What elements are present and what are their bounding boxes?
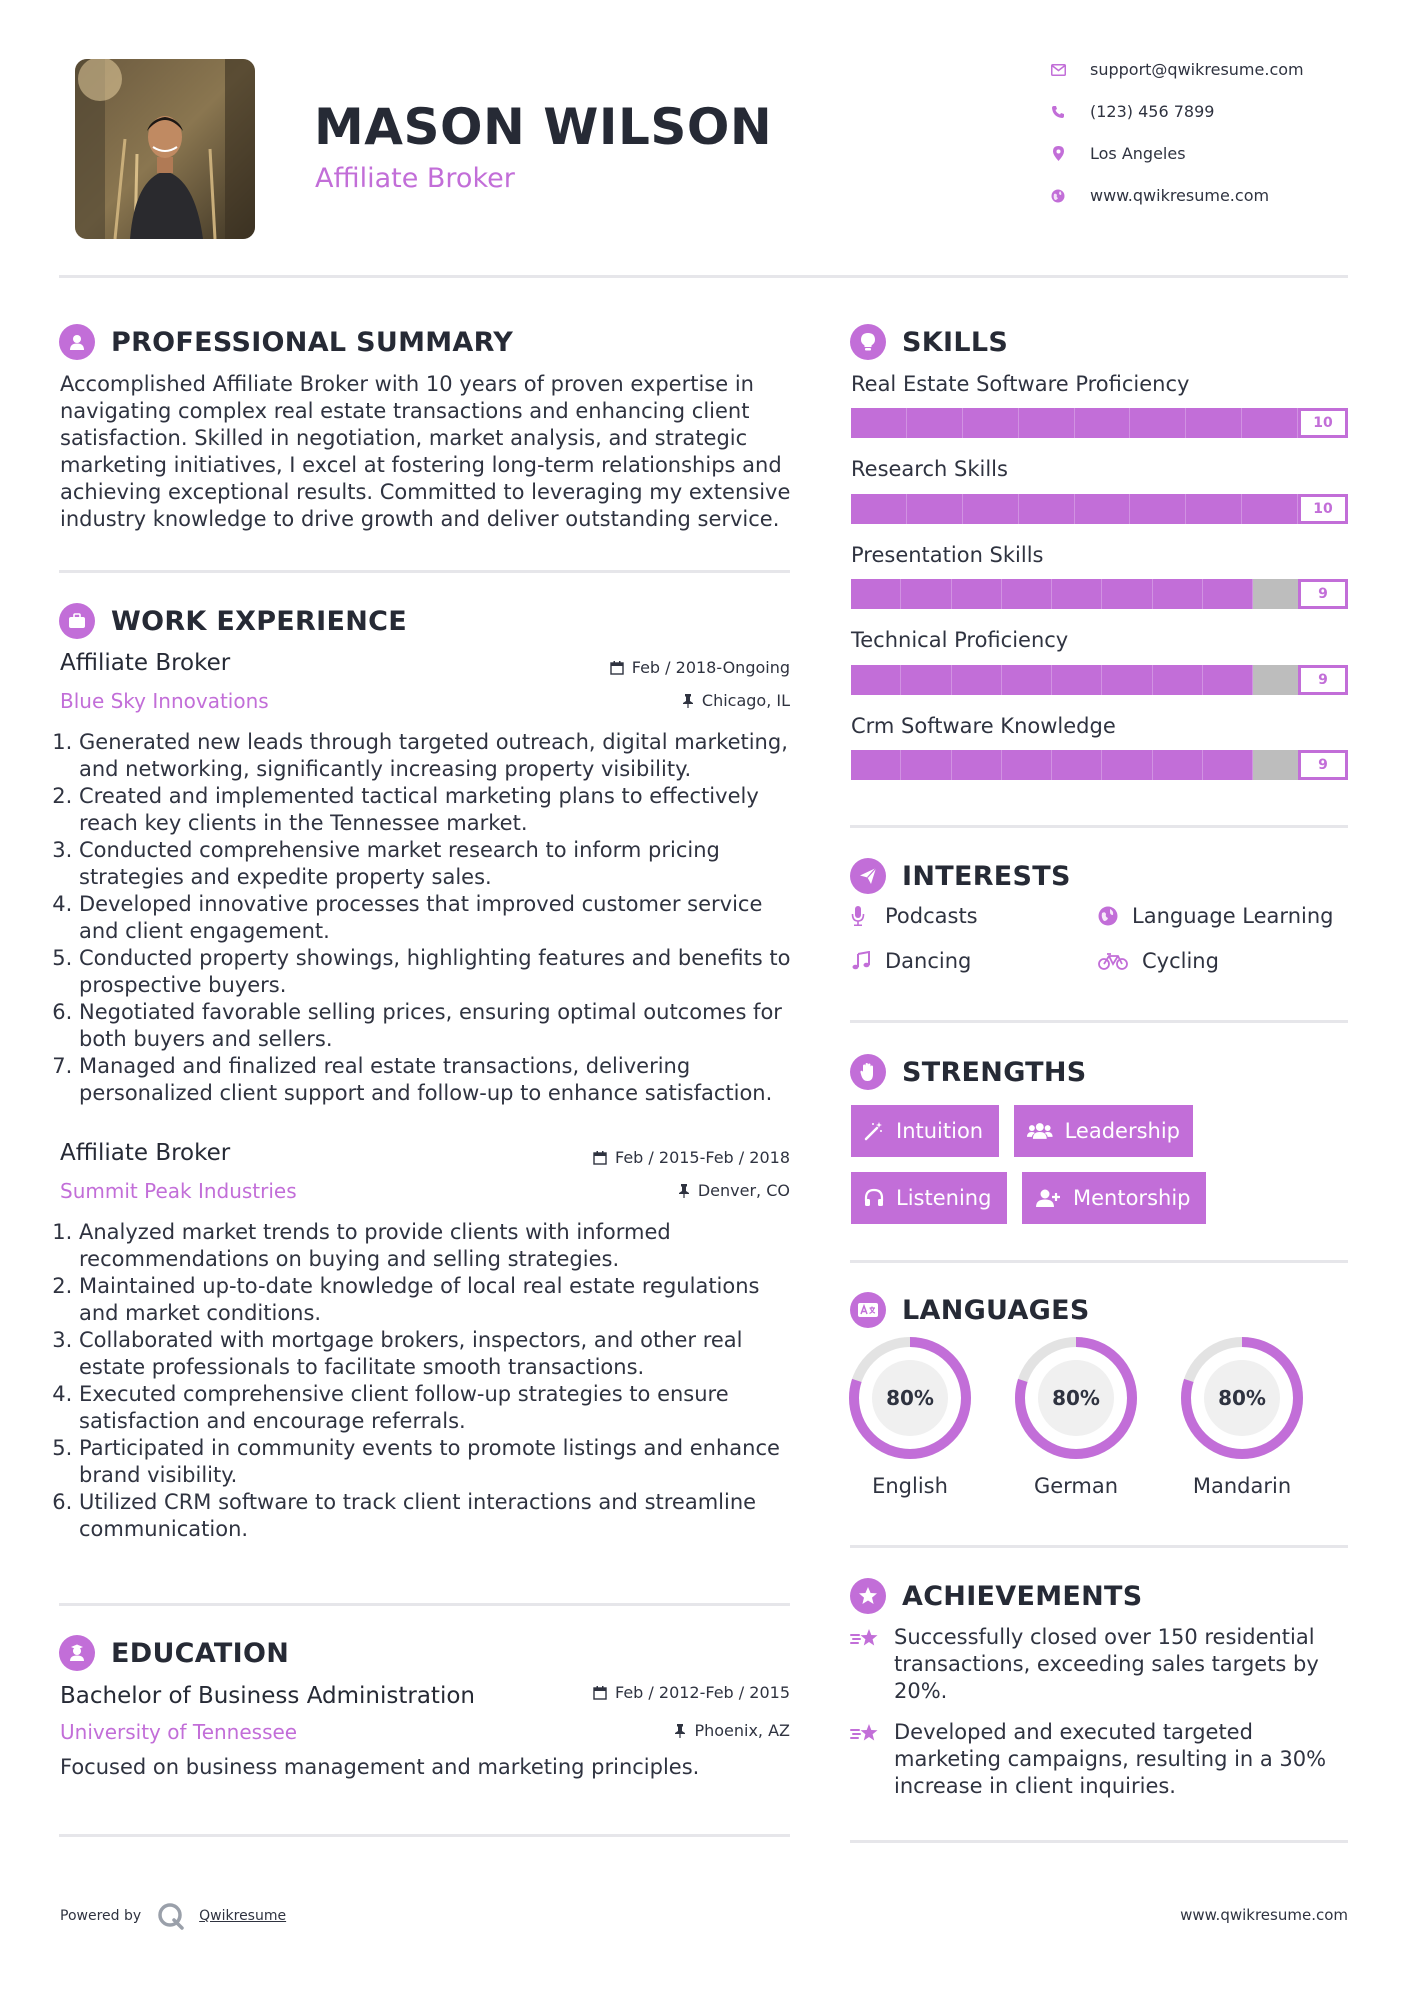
skill-bar-fill bbox=[851, 665, 1253, 695]
pushpin-icon bbox=[682, 694, 694, 708]
section-divider bbox=[850, 825, 1348, 828]
language-item bbox=[830, 1336, 990, 1498]
hand-icon bbox=[850, 1054, 886, 1090]
footer-url[interactable]: www.qwikresume.com bbox=[1180, 1906, 1348, 1924]
education-degree: Bachelor of Business Administration bbox=[60, 1683, 475, 1709]
skill-bar-fill bbox=[851, 408, 1298, 438]
job-2-date: Feb / 2015-Feb / 2018 bbox=[593, 1148, 790, 1167]
job-2-company: Summit Peak Industries bbox=[60, 1179, 297, 1203]
section-divider bbox=[850, 1545, 1348, 1548]
list-item: 6. Utilized CRM software to track client interactions and streamline communication. bbox=[79, 1489, 800, 1543]
language-percent: 80% bbox=[886, 1386, 934, 1410]
user-icon bbox=[59, 324, 95, 360]
list-item: 3. Collaborated with mortgage brokers, inspectors, and other real estate professionals to facilitate smooth transactions. bbox=[79, 1327, 800, 1381]
education-heading: EDUCATION bbox=[59, 1635, 289, 1671]
skill-level-badge: 9 bbox=[1298, 665, 1348, 695]
education-description: Focused on business management and marketing principles. bbox=[60, 1755, 700, 1779]
contact-email[interactable]: support@qwikresume.com bbox=[1050, 60, 1304, 79]
bicycle-icon bbox=[1098, 952, 1130, 970]
interest-item: Dancing bbox=[851, 949, 971, 973]
skill-bar-fill bbox=[851, 750, 1253, 780]
section-divider bbox=[59, 1834, 790, 1837]
list-item: 1. Analyzed market trends to provide clients with informed recommendations on buying and selling strategies. bbox=[79, 1219, 800, 1273]
job-1-company: Blue Sky Innovations bbox=[60, 689, 269, 713]
map-pin-icon bbox=[1050, 146, 1066, 162]
language-item bbox=[1162, 1336, 1322, 1498]
job-1-title: Affiliate Broker bbox=[60, 650, 231, 676]
strength-tag-leadership: Leadership bbox=[1014, 1105, 1193, 1157]
star-icon bbox=[850, 1578, 886, 1614]
interest-item: Podcasts bbox=[851, 904, 978, 928]
shooting-star-icon bbox=[850, 1719, 882, 1800]
skill-name: Real Estate Software Proficiency bbox=[851, 372, 1190, 396]
strengths-heading: STRENGTHS bbox=[850, 1054, 1087, 1090]
contact-phone[interactable]: (123) 456 7899 bbox=[1050, 102, 1214, 121]
job-1-duties bbox=[60, 729, 800, 1107]
job-2-title: Affiliate Broker bbox=[60, 1140, 231, 1166]
summary-heading: PROFESSIONAL SUMMARY bbox=[59, 324, 513, 360]
language-name: German bbox=[1033, 1474, 1119, 1498]
list-item: 3. Conducted comprehensive market research to inform pricing strategies and expedite property sales. bbox=[79, 837, 800, 891]
skill-bar-fill bbox=[851, 579, 1253, 609]
skill-bar bbox=[851, 579, 1348, 609]
list-item: 5. Participated in community events to promote listings and enhance brand visibility. bbox=[79, 1435, 800, 1489]
skill-level-badge: 9 bbox=[1298, 750, 1348, 780]
skills-heading: SKILLS bbox=[850, 324, 1008, 360]
interest-item: Language Learning bbox=[1098, 904, 1333, 928]
section-divider bbox=[850, 1260, 1348, 1263]
skill-name: Presentation Skills bbox=[851, 543, 1044, 567]
globe-icon bbox=[1050, 188, 1066, 204]
calendar-icon bbox=[610, 661, 624, 675]
section-divider bbox=[59, 570, 790, 573]
interests-heading: INTERESTS bbox=[850, 858, 1071, 894]
achievements-heading: ACHIEVEMENTS bbox=[850, 1578, 1143, 1614]
user-plus-icon bbox=[1035, 1188, 1061, 1208]
list-item: 4. Executed comprehensive client follow-up strategies to ensure satisfaction and encourage referrals. bbox=[79, 1381, 800, 1435]
language-percent: 80% bbox=[1052, 1386, 1100, 1410]
job-2-location: Denver, CO bbox=[678, 1181, 790, 1200]
skill-level-badge: 9 bbox=[1298, 579, 1348, 609]
language-progress-ring bbox=[848, 1336, 972, 1460]
globe-icon bbox=[1098, 906, 1120, 926]
briefcase-icon bbox=[59, 603, 95, 639]
achievement-item: Developed and executed targeted marketing campaigns, resulting in a 30% increase in client inquiries. bbox=[850, 1719, 1340, 1800]
envelope-icon bbox=[1050, 62, 1066, 78]
strength-tag-mentorship: Mentorship bbox=[1022, 1172, 1206, 1224]
education-date: Feb / 2012-Feb / 2015 bbox=[593, 1683, 790, 1702]
summary-text: Accomplished Affiliate Broker with 10 years of proven expertise in navigating complex real estate transactions and enhancing client satisfaction. Skilled in negotiation, market analysis, and strategic marketing initiatives, I excel at fostering long-term relationships and achieving exceptional results. Committed to leveraging my extensive industry knowledge to drive growth and deliver outstanding service. bbox=[60, 372, 791, 531]
language-percent: 80% bbox=[1218, 1386, 1266, 1410]
list-item: 6. Negotiated favorable selling prices, ensuring optimal outcomes for both buyers and sellers. bbox=[79, 999, 800, 1053]
achievement-item: Successfully closed over 150 residential transactions, exceeding sales targets by 20%. bbox=[850, 1624, 1340, 1705]
skill-name: Research Skills bbox=[851, 457, 1008, 481]
candidate-name: MASON WILSON bbox=[314, 98, 773, 156]
language-name: English bbox=[872, 1474, 948, 1498]
skill-name: Crm Software Knowledge bbox=[851, 714, 1116, 738]
section-divider bbox=[59, 1603, 790, 1606]
graduation-icon bbox=[59, 1635, 95, 1671]
pushpin-icon bbox=[678, 1184, 690, 1198]
list-item: 5. Conducted property showings, highlighting features and benefits to prospective buyers. bbox=[79, 945, 800, 999]
skill-name: Technical Proficiency bbox=[851, 628, 1069, 652]
skill-bar-fill bbox=[851, 494, 1298, 524]
magic-wand-icon bbox=[864, 1121, 884, 1141]
header-divider bbox=[59, 275, 1348, 278]
contact-location: Los Angeles bbox=[1050, 144, 1186, 163]
skill-level-badge: 10 bbox=[1298, 408, 1348, 438]
language-name: Mandarin bbox=[1192, 1474, 1292, 1498]
list-item: 2. Created and implemented tactical marketing plans to effectively reach key clients in the Tennessee market. bbox=[79, 783, 800, 837]
pushpin-icon bbox=[674, 1724, 686, 1738]
calendar-icon bbox=[593, 1686, 607, 1700]
candidate-title: Affiliate Broker bbox=[315, 163, 515, 194]
languages-heading: LANGUAGES bbox=[850, 1292, 1090, 1328]
skill-bar bbox=[851, 665, 1348, 695]
shooting-star-icon bbox=[850, 1624, 882, 1705]
section-divider bbox=[850, 1840, 1348, 1843]
profile-photo bbox=[75, 59, 255, 239]
lightbulb-icon bbox=[850, 324, 886, 360]
skill-bar bbox=[851, 408, 1348, 438]
users-icon bbox=[1027, 1121, 1053, 1141]
education-school: University of Tennessee bbox=[60, 1720, 298, 1744]
job-1-date: Feb / 2018-Ongoing bbox=[610, 658, 790, 677]
language-progress-ring bbox=[1014, 1336, 1138, 1460]
strength-tag-listening: Listening bbox=[851, 1172, 1007, 1224]
language-item bbox=[996, 1336, 1156, 1498]
job-1-location: Chicago, IL bbox=[682, 691, 790, 710]
strength-tag-intuition: Intuition bbox=[851, 1105, 999, 1157]
calendar-icon bbox=[593, 1151, 607, 1165]
footer-powered-by: Powered by Qwikresume bbox=[60, 1902, 286, 1930]
microphone-icon bbox=[851, 906, 873, 926]
headphones-icon bbox=[864, 1188, 884, 1208]
interest-item: Cycling bbox=[1098, 949, 1219, 973]
section-divider bbox=[850, 1020, 1348, 1023]
list-item: 7. Managed and finalized real estate transactions, delivering personalized client support and follow-up to enhance satisfaction. bbox=[79, 1053, 800, 1107]
job-2-duties bbox=[60, 1219, 800, 1543]
language-progress-ring bbox=[1180, 1336, 1304, 1460]
phone-icon bbox=[1050, 104, 1066, 120]
qwikresume-link[interactable]: Qwikresume bbox=[199, 1908, 287, 1924]
skill-level-badge: 10 bbox=[1298, 494, 1348, 524]
skill-bar bbox=[851, 750, 1348, 780]
list-item: 4. Developed innovative processes that improved customer service and client engagement. bbox=[79, 891, 800, 945]
list-item: 1. Generated new leads through targeted outreach, digital marketing, and networking, significantly increasing property visibility. bbox=[79, 729, 800, 783]
education-location: Phoenix, AZ bbox=[674, 1721, 790, 1740]
list-item: 2. Maintained up-to-date knowledge of local real estate regulations and market conditions. bbox=[79, 1273, 800, 1327]
skill-bar bbox=[851, 494, 1348, 524]
qwikresume-logo-icon bbox=[157, 1902, 185, 1930]
paper-plane-icon bbox=[850, 858, 886, 894]
language-icon bbox=[850, 1292, 886, 1328]
music-note-icon bbox=[851, 951, 873, 971]
work-heading: WORK EXPERIENCE bbox=[59, 603, 407, 639]
contact-website[interactable]: www.qwikresume.com bbox=[1050, 186, 1269, 205]
